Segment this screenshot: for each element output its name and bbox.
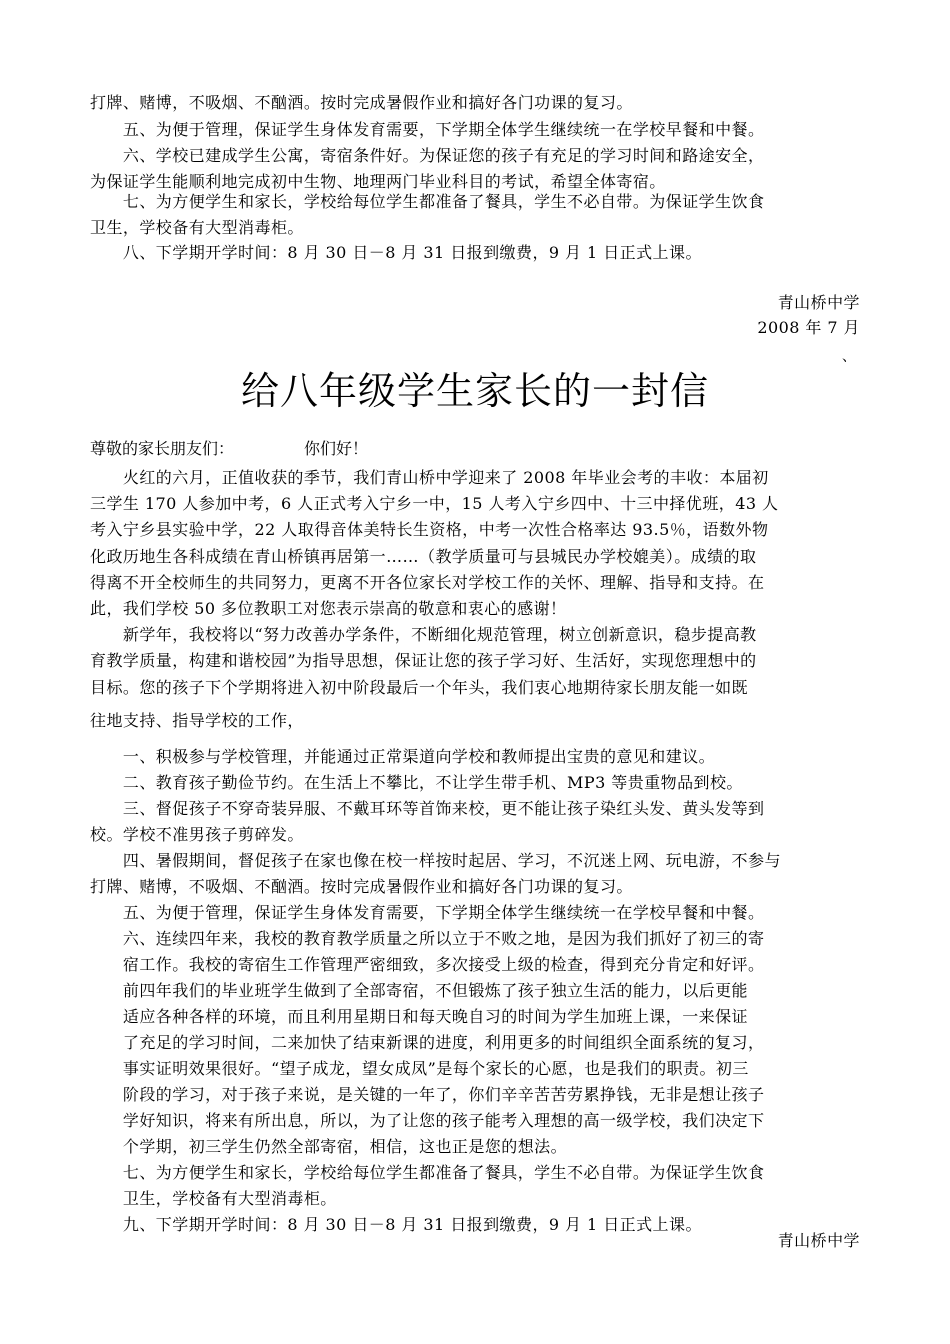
continuation-line: 卫生，学校备有大型消毒柜。 [90, 218, 304, 237]
body-line: 得离不开全校师生的共同努力，更离不开各位家长对学校工作的关怀、理解、指导和支持。在 [90, 572, 765, 592]
body-line: 了充足的学习时间，二来加快了结束新课的进度，利用更多的时间组织全面系统的复习， [90, 1033, 765, 1052]
body-line: 前四年我们的毕业班学生做到了全部寄宿，不但锻炼了孩子独立生活的能力，以后更能 [90, 981, 749, 1000]
body-line: 宿工作。我校的寄宿生工作管理严密细致，多次接受上级的检查，得到充分肯定和好评。 [90, 955, 765, 974]
continuation-line: 八、下学期开学时间：8 月 30 日－8 月 31 日报到缴费，9 月 1 日正式上课。 [90, 243, 702, 262]
body-line: 二、教育孩子勤俭节约。在生活上不攀比，不让学生带手机、MP3 等贵重物品到校。 [90, 773, 743, 792]
body-line: 七、为方便学生和家长，学校给每位学生都准备了餐具，学生不必自带。为保证学生饮食 [90, 1163, 765, 1182]
body-line: 学好知识，将来有所出息，所以，为了让您的孩子能考入理想的高一级学校，我们决定下 [90, 1111, 765, 1130]
body-line: 化政历地生各科成绩在青山桥镇再居第一……（教学质量可与县城民办学校媲美）。成绩的取 [90, 546, 757, 566]
body-line: 考入宁乡县实验中学，22 人取得音体美特长生资格，中考一次性合格率达 93.5％，语数外物 [90, 520, 769, 540]
body-line: 打牌、赌博，不吸烟、不酗酒。按时完成暑假作业和搞好各门功课的复习。 [90, 877, 633, 896]
greeting: 你们好！ [304, 439, 369, 458]
body-line: 校。学校不准男孩子剪碎发。 [90, 825, 304, 844]
body-line: 育教学质量，构建和谐校园”为指导思想，保证让您的孩子学习好、生活好，实现您理想中的 [90, 651, 757, 671]
body-line: 五、为便于管理，保证学生身体发育需要，下学期全体学生继续统一在学校早餐和中餐。 [90, 903, 765, 922]
continuation-line: 六、学校已建成学生公寓，寄宿条件好。为保证您的孩子有充足的学习时间和路途安全， [90, 146, 765, 165]
stray-mark: 、 [842, 349, 856, 365]
body-line: 火红的六月，正值收获的季节，我们青山桥中学迎来了 2008 年毕业会考的丰收：本届初 [90, 468, 769, 487]
body-line: 此，我们学校 50 多位教职工对您表示崇高的敬意和衷心的感谢！ [90, 599, 567, 618]
body-line: 适应各种各样的环境，而且利用星期日和每天晚自习的时间为学生加班上课，一来保证 [90, 1007, 749, 1026]
salutation-row [90, 436, 860, 462]
body-line: 事实证明效果很好。“望子成龙，望女成凤”是每个家长的心愿，也是我们的职责。初三 [90, 1059, 749, 1078]
body-line: 个学期，初三学生仍然全部寄宿，相信，这也正是您的想法。 [90, 1137, 568, 1156]
continuation-line: 五、为便于管理，保证学生身体发育需要，下学期全体学生继续统一在学校早餐和中餐。 [90, 120, 765, 139]
body-line: 新学年，我校将以“努力改善办学条件，不断细化规范管理，树立创新意识，稳步提高教 [90, 625, 757, 645]
continuation-line: 为保证学生能顺利地完成初中生物、地理两门毕业科目的考试，希望全体寄宿。 [90, 172, 666, 191]
continuation-signature: 青山桥中学 [777, 293, 860, 312]
letter-signature: 青山桥中学 [777, 1231, 860, 1250]
salutation: 尊敬的家长朋友们： [90, 439, 235, 458]
body-line: 目标。您的孩子下个学期将进入初中阶段最后一个年头，我们衷心地期待家长朋友能一如既 [90, 677, 749, 697]
letter-title: 给八年级学生家长的一封信 [240, 369, 709, 413]
body-line: 三、督促孩子不穿奇装异服、不戴耳环等首饰来校，更不能让孩子染红头发、黄头发等到 [90, 799, 765, 818]
body-line: 三学生 170 人参加中考，6 人正式考入宁乡一中，15 人考入宁乡四中、十三中择优班，43 人 [90, 494, 779, 514]
continuation-date: 2008 年 7 月 [757, 318, 860, 337]
body-line: 九、下学期开学时间：8 月 30 日－8 月 31 日报到缴费，9 月 1 日正式上课。 [90, 1215, 702, 1234]
continuation-line: 打牌、赌博，不吸烟、不酗酒。按时完成暑假作业和搞好各门功课的复习。 [90, 93, 633, 112]
body-line: 六、连续四年来，我校的教育教学质量之所以立于不败之地，是因为我们抓好了初三的寄 [90, 929, 765, 948]
body-line: 一、积极参与学校管理，并能通过正常渠道向学校和教师提出宝贵的意见和建议。 [90, 747, 716, 766]
continuation-line: 七、为方便学生和家长，学校给每位学生都准备了餐具，学生不必自带。为保证学生饮食 [90, 192, 765, 211]
body-line: 往地支持、指导学校的工作， [90, 711, 304, 730]
body-line: 阶段的学习，对于孩子来说，是关键的一年了，你们辛辛苦苦劳累挣钱，无非是想让孩子 [90, 1085, 765, 1104]
body-line: 四、暑假期间，督促孩子在家也像在校一样按时起居、学习，不沉迷上网、玩电游，不参与 [90, 851, 781, 870]
body-line: 卫生，学校备有大型消毒柜。 [90, 1189, 337, 1208]
